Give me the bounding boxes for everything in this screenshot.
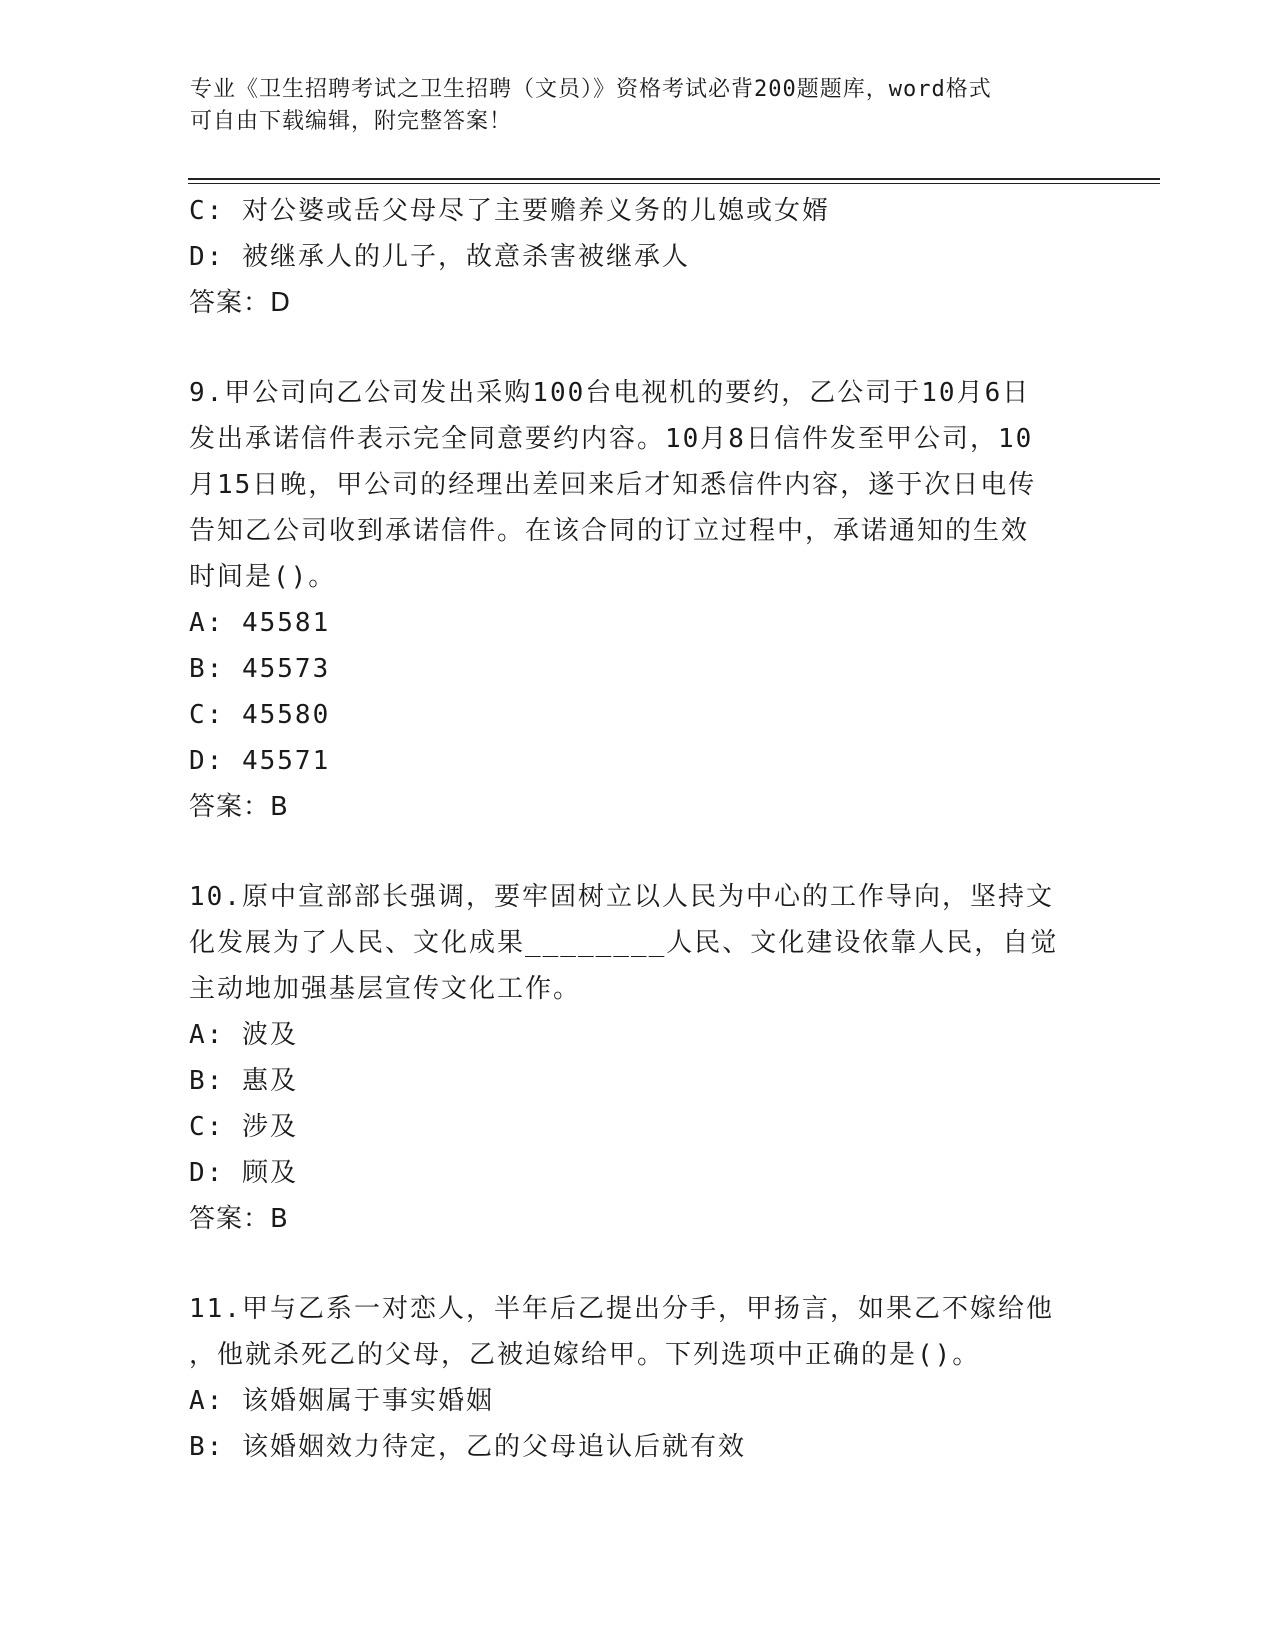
header-line-2: 可自由下载编辑，附完整答案！	[190, 109, 513, 134]
answer: 答案：B	[189, 1204, 289, 1234]
question-8	[189, 188, 1089, 326]
option-a: A: 该婚姻属于事实婚姻	[189, 1386, 494, 1416]
header-rule-thick	[188, 178, 1160, 180]
question-stem-line: 10.原中宣部部长强调，要牢固树立以人民为中心的工作导向，坚持文	[189, 882, 1054, 912]
question-9	[189, 370, 1089, 830]
option-c: C: 涉及	[189, 1112, 298, 1142]
answer: 答案：D	[189, 288, 292, 318]
option-b: B: 该婚姻效力待定，乙的父母追认后就有效	[189, 1432, 746, 1462]
document-header	[190, 74, 1090, 138]
option-c: C: 对公婆或岳父母尽了主要赡养义务的儿媳或女婿	[189, 196, 830, 226]
question-10	[189, 874, 1089, 1242]
option-c: C: 45580	[189, 700, 331, 730]
option-a: A: 波及	[189, 1020, 298, 1050]
option-d: D: 顾及	[189, 1158, 298, 1188]
header-line-1: 专业《卫生招聘考试之卫生招聘（文员）》资格考试必背200题题库，word格式	[190, 77, 992, 102]
question-stem-line: 化发展为了人民、文化成果________人民、文化建设依靠人民，自觉	[189, 928, 1059, 958]
option-d: D: 45571	[189, 746, 331, 776]
question-stem-line: 月15日晚，甲公司的经理出差回来后才知悉信件内容，遂于次日电传	[189, 470, 1037, 500]
question-stem-line: 9.甲公司向乙公司发出采购100台电视机的要约，乙公司于10月6日	[189, 378, 1031, 408]
spacer	[189, 326, 1089, 370]
question-stem-line: 时间是()。	[189, 562, 337, 592]
option-b: B: 惠及	[189, 1066, 298, 1096]
answer: 答案：B	[189, 792, 289, 822]
document-body	[189, 188, 1089, 1470]
header-rule-thin	[188, 183, 1160, 184]
question-11	[189, 1286, 1089, 1470]
question-stem-line: 主动地加强基层宣传文化工作。	[189, 974, 582, 1004]
question-stem-line: 告知乙公司收到承诺信件。在该合同的订立过程中，承诺通知的生效	[189, 516, 1030, 546]
option-d: D: 被继承人的儿子，故意杀害被继承人	[189, 242, 690, 272]
question-stem-line: 11.甲与乙系一对恋人，半年后乙提出分手，甲扬言，如果乙不嫁给他	[189, 1294, 1054, 1324]
question-stem-line: 发出承诺信件表示完全同意要约内容。10月8日信件发至甲公司，10	[189, 424, 1034, 454]
question-stem-line: ，他就杀死乙的父母，乙被迫嫁给甲。下列选项中正确的是()。	[189, 1340, 981, 1370]
option-a: A: 45581	[189, 608, 331, 638]
spacer	[189, 830, 1089, 874]
spacer	[189, 1242, 1089, 1286]
option-b: B: 45573	[189, 654, 331, 684]
